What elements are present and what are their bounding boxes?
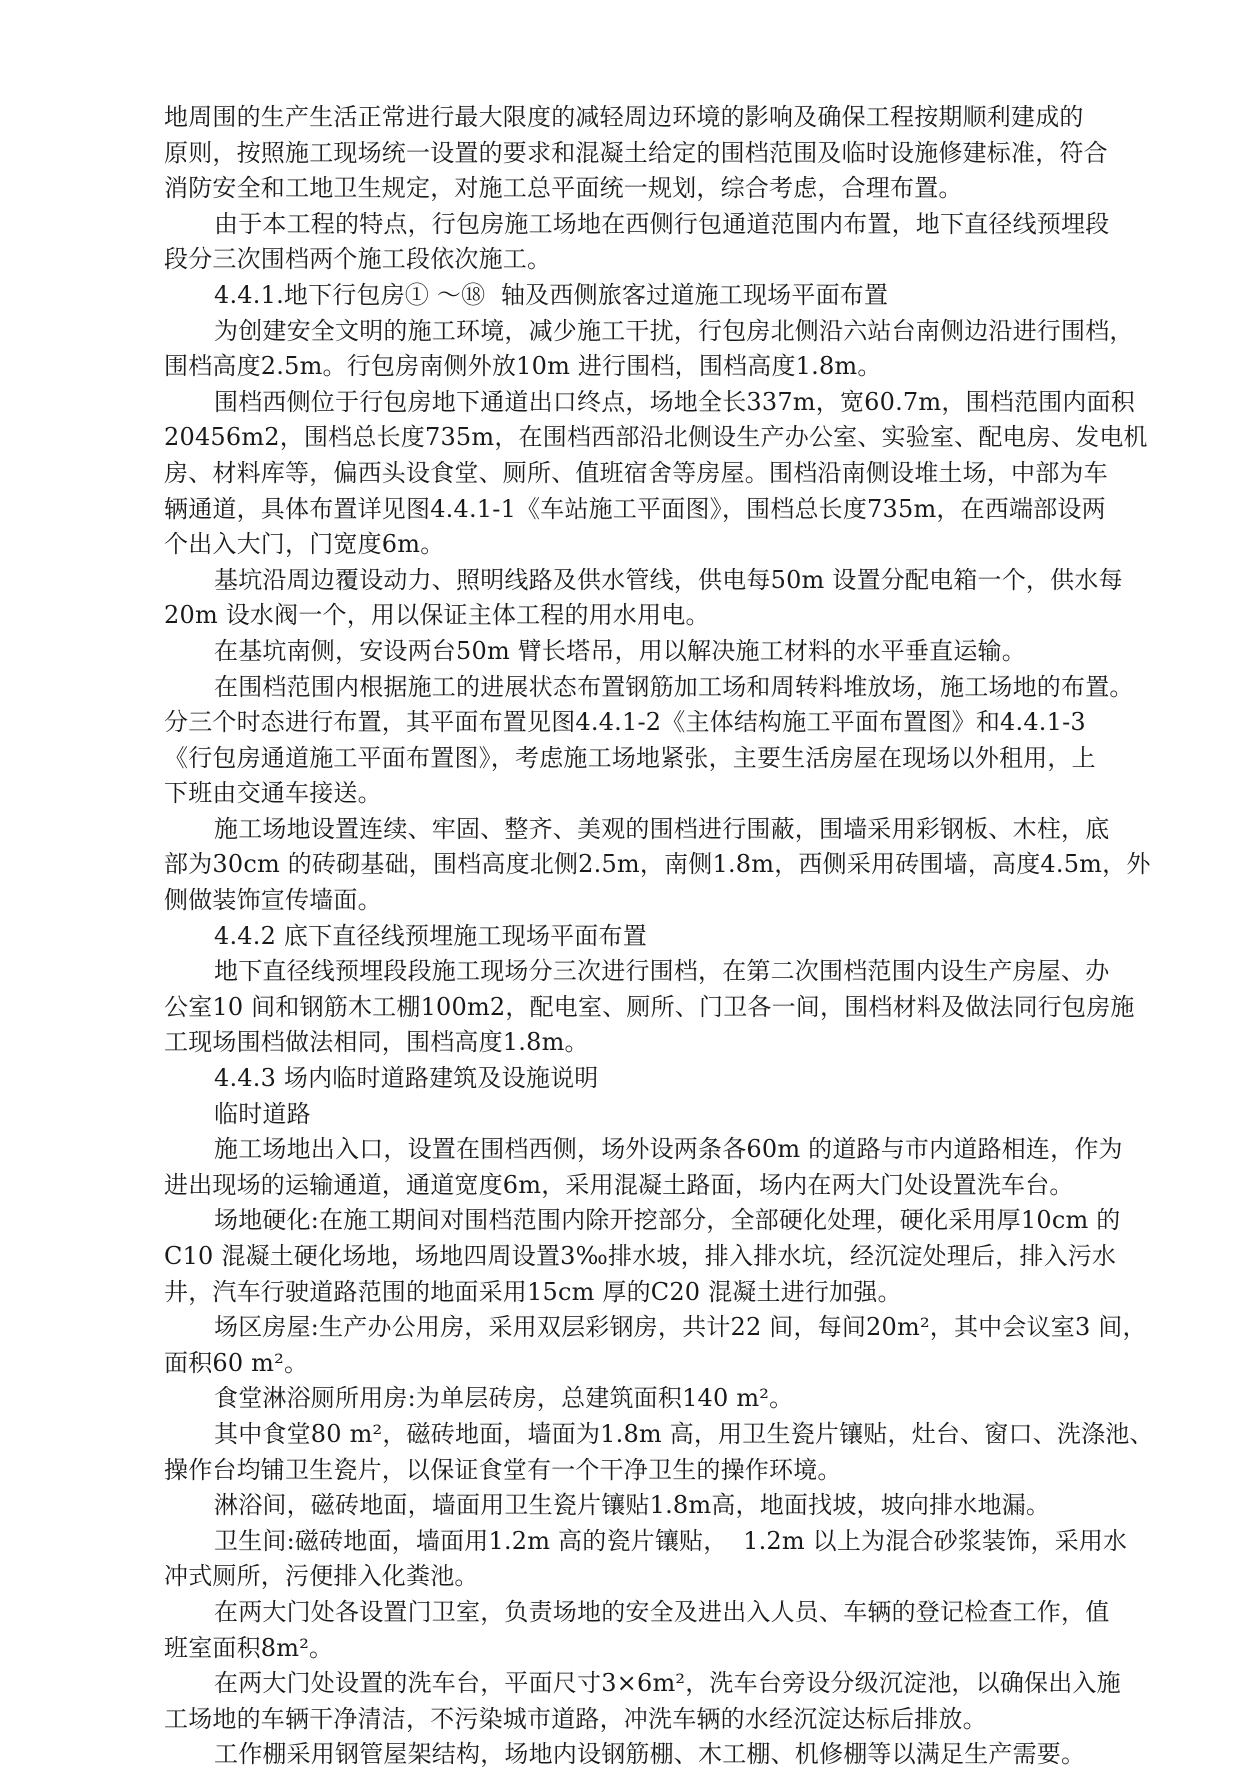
text-line: 场地硬化:在施工期间对围档范围内除开挖部分，全部硬化处理，硬化采用厚10cm 的	[214, 1206, 1121, 1235]
text-line: 淋浴间，磁砖地面，墙面用卫生瓷片镶贴1.8m高，地面找坡，坡向排水地漏。	[214, 1491, 1051, 1520]
text-line: 房、材料库等，偏西头设食堂、厕所、值班宿舍等房屋。围档沿南侧设堆土场，中部为车	[164, 458, 1108, 487]
text-line: 在两大门处各设置门卫室，负责场地的安全及进出入人员、车辆的登记检查工作，值	[214, 1597, 1110, 1626]
text-line: 4.4.2 底下直径线预埋施工现场平面布置	[214, 921, 647, 950]
text-line: 操作台均铺卫生瓷片，以保证食堂有一个干净卫生的操作环境。	[164, 1455, 842, 1484]
text-line: 消防安全和工地卫生规定，对施工总平面统一规划，综合考虑，合理布置。	[164, 174, 963, 203]
text-line: 食堂淋浴厕所用房:为单层砖房，总建筑面积140 m²。	[214, 1384, 794, 1413]
text-line: 分三个时态进行布置，其平面布置见图4.4.1-2《主体结构施工平面布置图》和4.4.1-3	[164, 708, 1086, 737]
text-line: 施工场地设置连续、牢固、整齐、美观的围档进行围蔽，围墙采用彩钢板、木柱，底	[214, 814, 1110, 843]
text-line: 辆通道，具体布置详见图4.4.1-1《车站施工平面图》，围档总长度735m，在西端部设两	[164, 494, 1106, 523]
text-line: 公室10 间和钢筋木工棚100m2，配电室、厕所、门卫各一间，围档材料及做法同行包房施	[164, 992, 1135, 1021]
text-line: 基坑沿周边覆设动力、照明线路及供水管线，供电每50m 设置分配电箱一个，供水每	[214, 565, 1123, 594]
text-line: 在两大门处设置的洗车台，平面尺寸3×6m²，洗车台旁设分级沉淀池，以确保出入施	[214, 1669, 1121, 1698]
text-line: 部为30cm 的砖砌基础，围档高度北侧2.5m，南侧1.8m，西侧采用砖围墙，高度4.5m，外	[164, 850, 1151, 879]
text-line: C10 混凝土硬化场地，场地四周设置3‰排水坡，排入排水坑，经沉淀处理后，排入污水	[164, 1242, 1117, 1270]
text-line: 施工场地出入口，设置在围档西侧，场外设两条各60m 的道路与市内道路相连，作为	[214, 1135, 1123, 1164]
text-line: 4.4.1.地下行包房① ～⑱ 轴及西侧旅客过道施工现场平面布置	[214, 280, 889, 309]
text-line: 场区房屋:生产办公用房，采用双层彩钢房，共计22 间，每间20m²，其中会议室3 间，	[214, 1313, 1147, 1342]
text-line: 4.4.3 场内临时道路建筑及设施说明	[214, 1064, 599, 1093]
text-line: 原则，按照施工现场统一设置的要求和混凝土给定的围档范围及临时设施修建标准，符合	[164, 138, 1108, 167]
text-line: 20456m2，围档总长度735m，在围档西部沿北侧设生产办公室、实验室、配电房、发电机	[164, 423, 1148, 452]
text-line: 工现场围档做法相同，围档高度1.8m。	[164, 1028, 589, 1057]
text-line: 段分三次围档两个施工段依次施工。	[164, 245, 552, 274]
text-line: 20m 设水阀一个，用以保证主体工程的用水用电。	[164, 601, 710, 630]
text-line: 进出现场的运输通道，通道宽度6m，采用混凝土路面，场内在两大门处设置洗车台。	[164, 1170, 1074, 1199]
text-line: 侧做装饰宣传墙面。	[164, 886, 382, 915]
document-body	[164, 100, 1164, 1773]
text-line: 下班由交通车接送。	[164, 779, 382, 808]
text-line: 冲式厕所，污便排入化粪池。	[164, 1562, 479, 1591]
text-line: 围档高度2.5m。行包房南侧外放10m 进行围档，围档高度1.8m。	[164, 352, 882, 381]
text-line: 在围档范围内根据施工的进展状态布置钢筋加工场和周转料堆放场，施工场地的布置。	[214, 672, 1134, 701]
text-line: 地周围的生产生活正常进行最大限度的减轻周边环境的影响及确保工程按期顺利建成的	[164, 103, 1084, 131]
text-line: 工作棚采用钢管屋架结构，场地内设钢筋棚、木工棚、机修棚等以满足生产需要。	[214, 1740, 1086, 1769]
text-line: 为创建安全文明的施工环境，减少施工干扰，行包房北侧沿六站台南侧边沿进行围档，	[214, 316, 1134, 345]
text-line: 围档西侧位于行包房地下通道出口终点，场地全长337m，宽60.7m，围档范围内面积	[214, 387, 1135, 416]
text-line: 在基坑南侧，安设两台50m 臂长塔吊，用以解决施工材料的水平垂直运输。	[214, 636, 1026, 665]
text-line: 临时道路	[214, 1099, 311, 1128]
text-line: 卫生间:磁砖地面，墙面用1.2m 高的瓷片镶贴， 1.2m 以上为混合砂浆装饰，采用水	[214, 1526, 1128, 1555]
text-line: 其中食堂80 m²，磁砖地面，墙面为1.8m 高，用卫生瓷片镶贴，灶台、窗口、洗涤池、	[214, 1419, 1154, 1448]
text-line: 由于本工程的特点，行包房施工场地在西侧行包通道范围内布置，地下直径线预埋段	[214, 209, 1110, 238]
text-line: 地下直径线预埋段段施工现场分三次进行围档，在第二次围档范围内设生产房屋、办	[214, 957, 1110, 986]
text-line: 《行包房通道施工平面布置图》，考虑施工场地紧张，主要生活房屋在现场以外租用，上	[164, 743, 1096, 772]
text-line: 井，汽车行驶道路范围的地面采用15cm 厚的C20 混凝土进行加强。	[164, 1277, 902, 1306]
text-line: 班室面积8m²。	[164, 1633, 334, 1662]
text-line: 工场地的车辆干净清洁，不污染城市道路，冲洗车辆的水经沉淀达标后排放。	[164, 1704, 987, 1733]
text-line: 个出入大门，门宽度6m。	[164, 530, 445, 559]
text-line: 面积60 m²。	[164, 1348, 309, 1377]
